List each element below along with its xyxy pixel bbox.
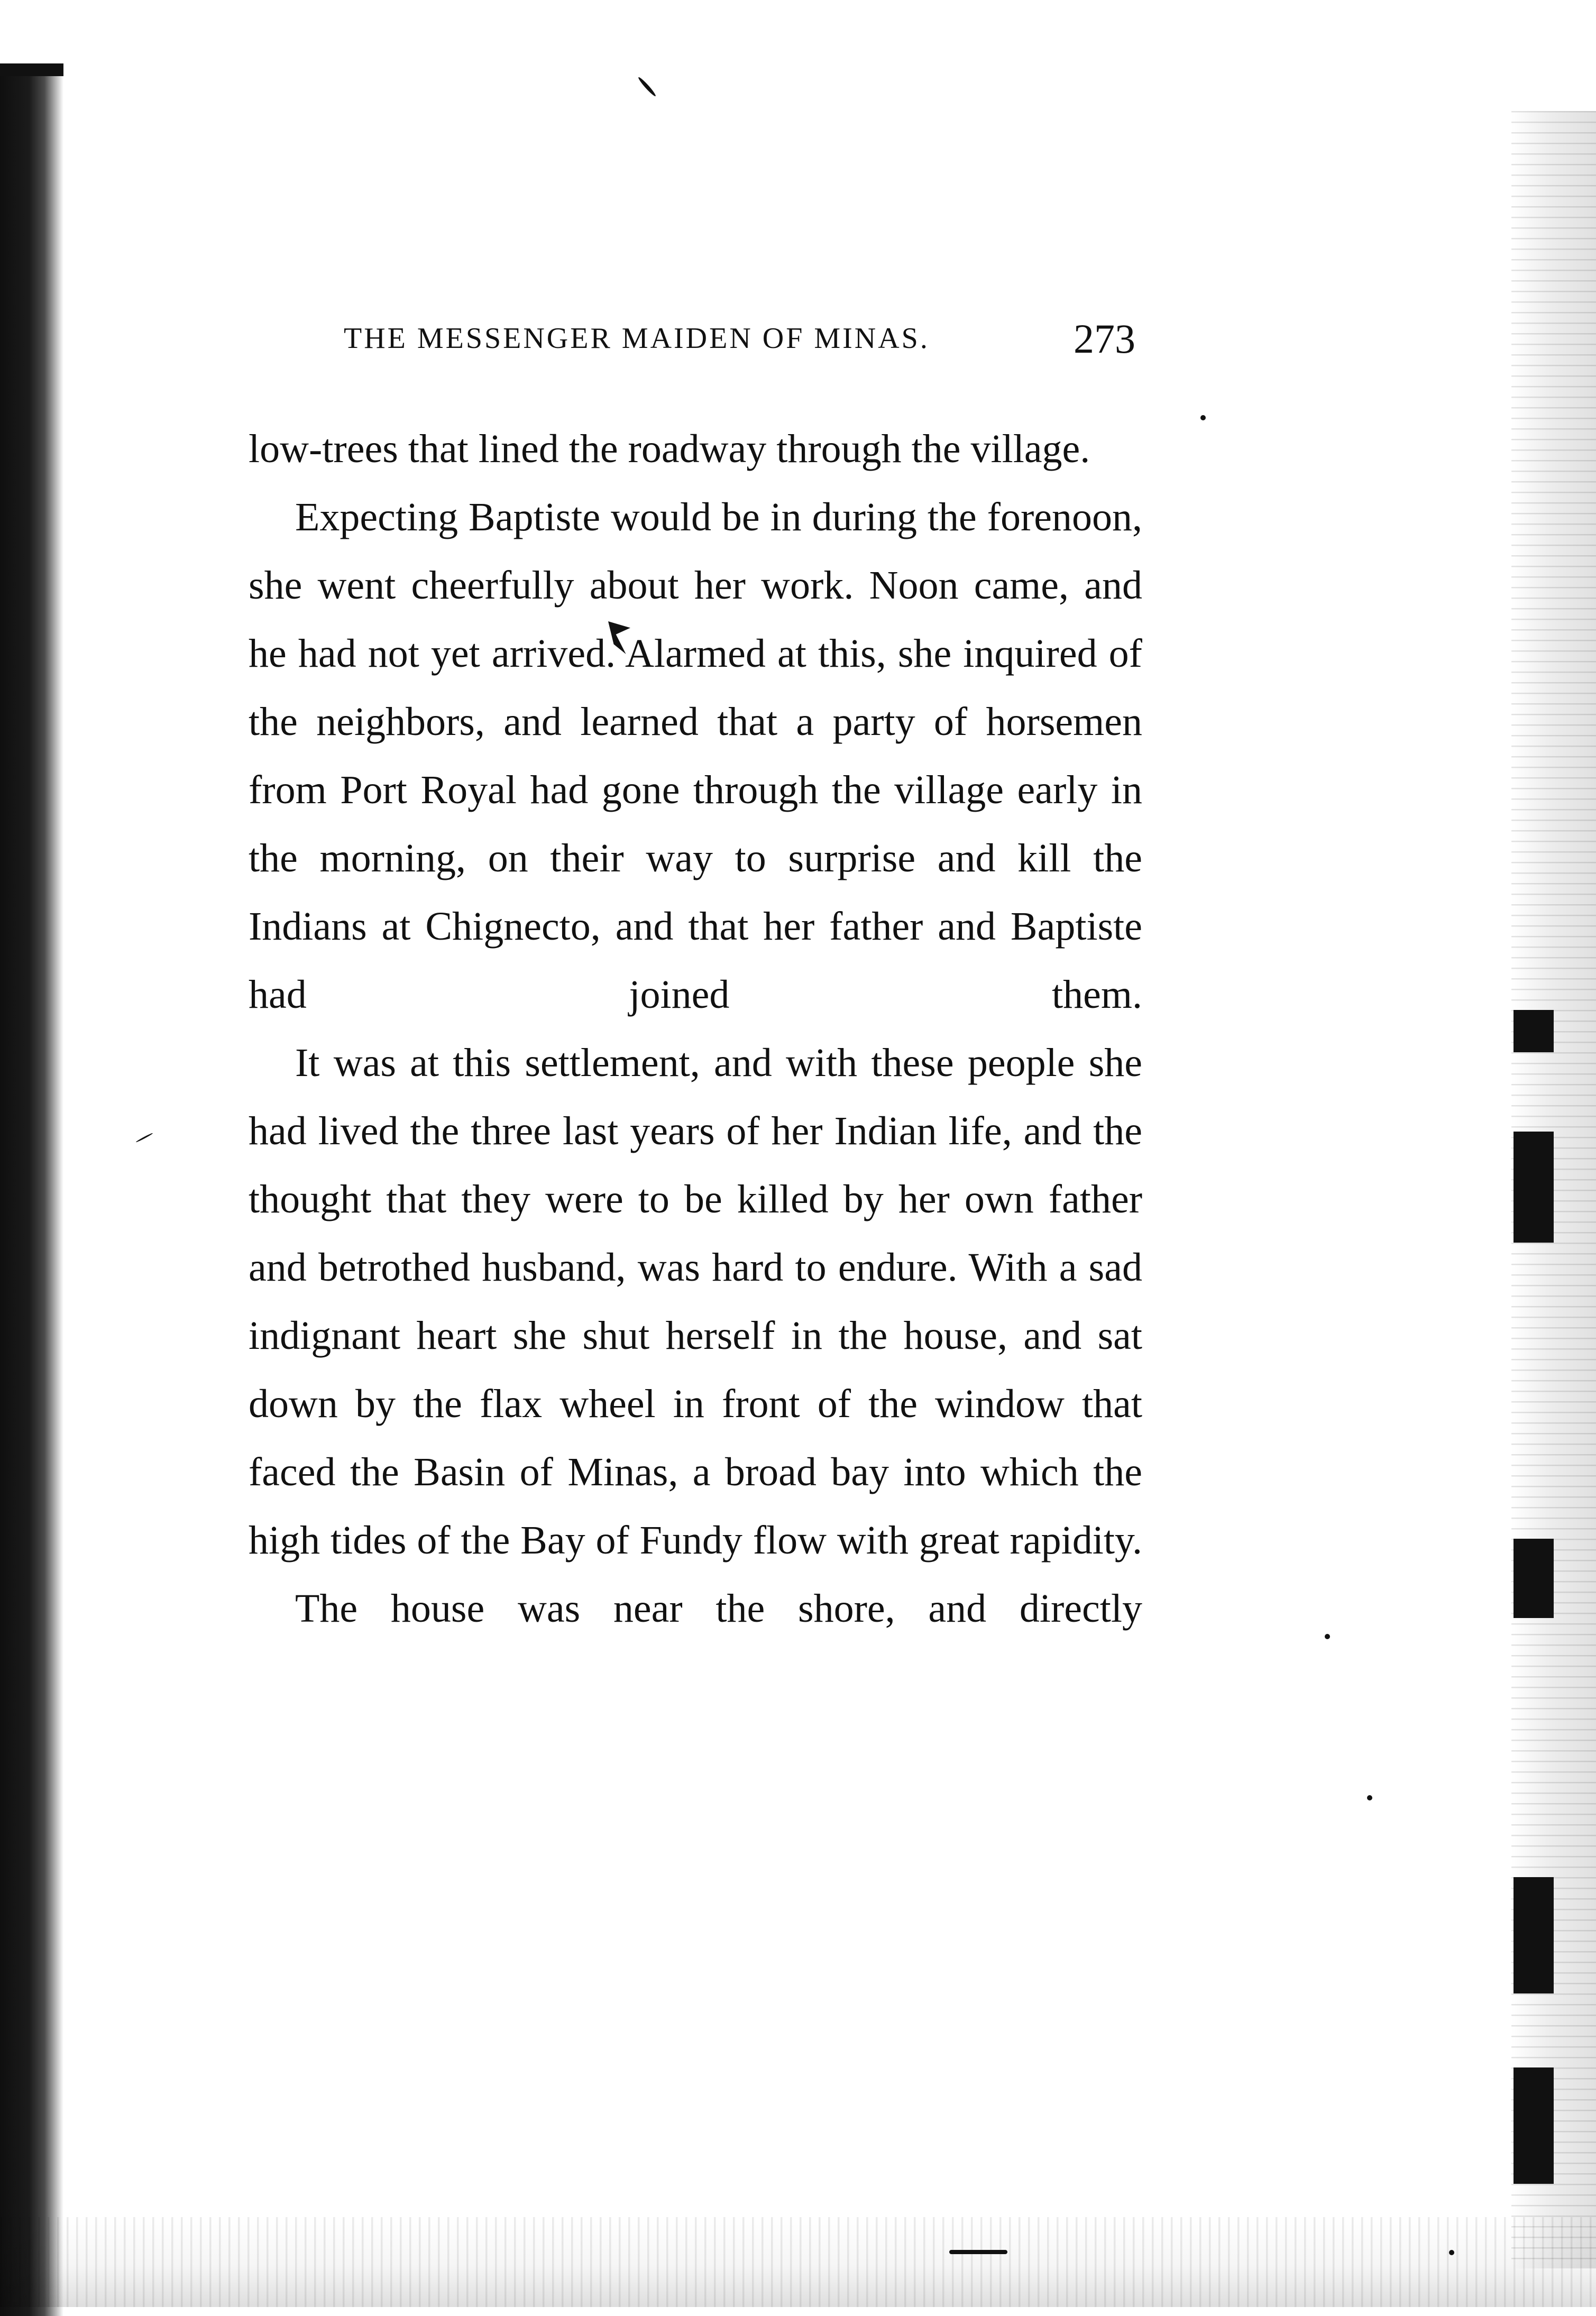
- scan-speck: [1449, 2250, 1454, 2255]
- scan-speck: [1200, 415, 1206, 420]
- right-edge-dark-band: [1514, 1877, 1554, 1993]
- scan-speck: [135, 1133, 153, 1143]
- paragraph-4: The house was near the shore, and directly: [295, 1586, 1142, 1631]
- left-binding-top-edge: [0, 63, 63, 76]
- right-scan-edge: [1511, 111, 1596, 2268]
- paragraph-3: It was at this settlement, and with these people she had lived the three last years of her Indian life, and the thought that they were to be killed by her own father and betrothed husband, was hard to endure. With a sad indignant heart she shut herself in the house, and sat down by the flax wheel in front of the window that faced the Basin of Minas, a broad bay into which the high tides of the Bay of Fundy flow with great rapidity.: [249, 1041, 1142, 1563]
- running-head: THE MESSENGER MAIDEN OF MINAS.: [344, 322, 930, 355]
- page-number: 273: [1074, 316, 1135, 362]
- scan-speck: [1367, 1795, 1372, 1800]
- paragraph-1: low-trees that lined the roadway through the village.: [249, 427, 1090, 471]
- left-binding-shadow: [0, 63, 63, 2316]
- right-edge-dark-band: [1514, 2067, 1554, 2184]
- page-body: [249, 415, 1142, 1643]
- paragraph-2: Expecting Baptiste would be in during the forenoon, she went cheerfully about her work. Noon came, and he had not yet arrived. Alarmed at this, she inquired of the neighbors, and learned that a party of horsemen from Port Royal had gone through the village early in the morning, on their way to surprise and kill the Indians at Chignecto, and that her father and Baptiste had joined them.: [249, 495, 1142, 1017]
- page-header: [344, 312, 1148, 375]
- scan-speck: [637, 76, 657, 97]
- scan-speck: [949, 2250, 1007, 2254]
- scan-speck: [1325, 1634, 1330, 1639]
- bottom-scan-edge: [0, 2217, 1596, 2307]
- right-edge-dark-band: [1514, 1132, 1554, 1243]
- right-edge-dark-band: [1514, 1539, 1554, 1618]
- right-edge-dark-band: [1514, 1010, 1554, 1052]
